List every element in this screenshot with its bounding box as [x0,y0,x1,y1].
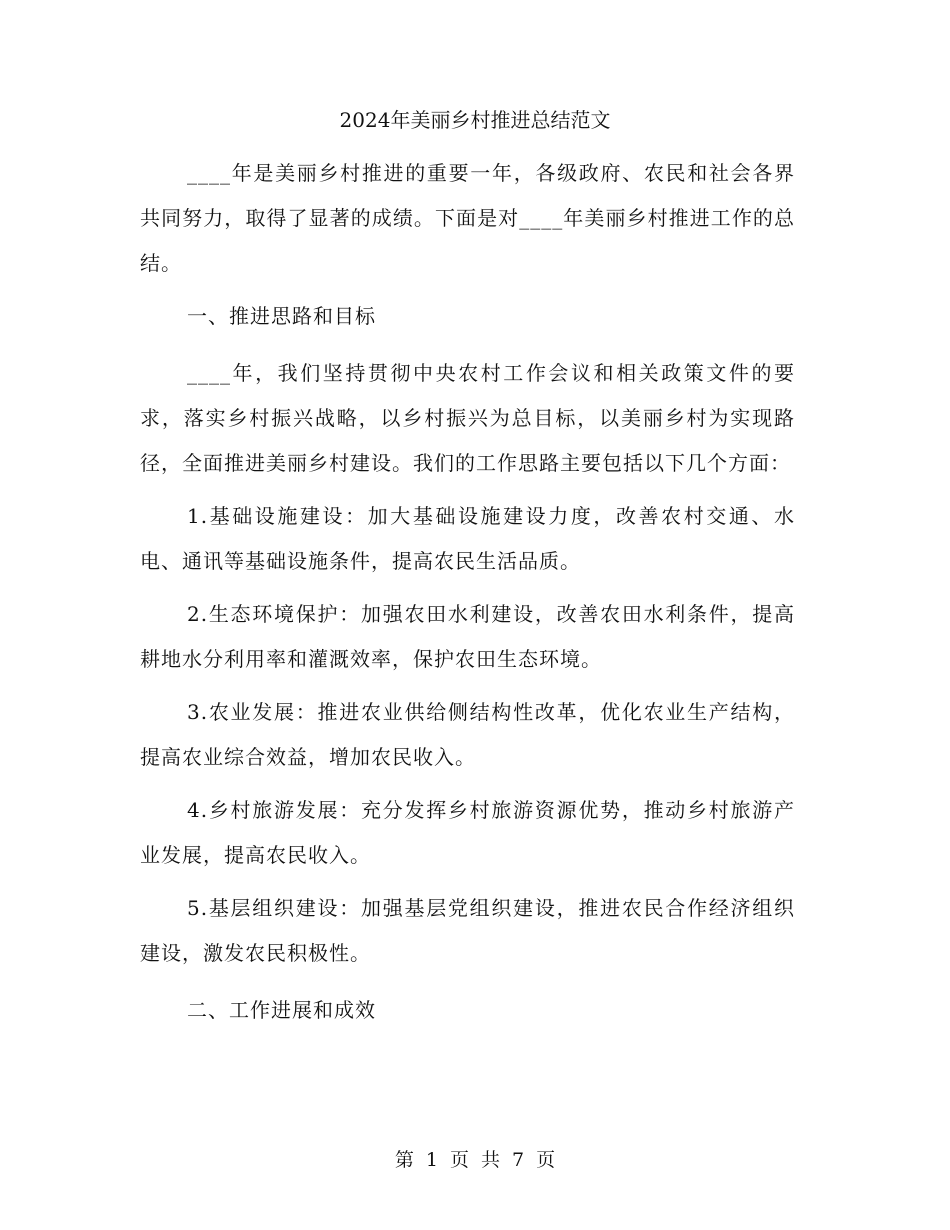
page-footer: 第 1 页 共 7 页 [394,1149,556,1171]
section-heading-2: 二、工作进展和成效 [187,998,376,1022]
list-item-agriculture: 3.农业发展：推进农业供给侧结构性改革，优化农业生产结构，提高农业综合效益，增加农民收入。 [140,700,795,769]
section-heading-1: 一、推进思路和目标 [187,304,376,328]
list-item-grassroots: 5.基层组织建设：加强基层党组织建设，推进农民合作经济组织建设，激发农民积极性。 [140,896,795,965]
intro-paragraph: ____年是美丽乡村推进的重要一年，各级政府、农民和社会各界共同努力，取得了显著的成绩。下面是对____年美丽乡村推进工作的总结。 [140,161,795,275]
list-item-tourism: 4.乡村旅游发展：充分发挥乡村旅游资源优势，推动乡村旅游产业发展，提高农民收入。 [140,798,795,867]
document-body [140,151,795,1041]
approach-paragraph: ____年，我们坚持贯彻中央农村工作会议和相关政策文件的要求，落实乡村振兴战略，以乡村振兴为总目标，以美丽乡村为实现路径，全面推进美丽乡村建设。我们的工作思路主要包括以下几个方面： [140,361,795,475]
list-item-ecology: 2.生态环境保护：加强农田水利建设，改善农田水利条件，提高耕地水分利用率和灌溉效率，保护农田生态环境。 [140,602,795,671]
document-title: 2024年美丽乡村推进总结范文 [339,108,611,132]
list-item-infrastructure: 1.基础设施建设：加大基础设施建设力度，改善农村交通、水电、通讯等基础设施条件，提高农民生活品质。 [140,504,795,573]
